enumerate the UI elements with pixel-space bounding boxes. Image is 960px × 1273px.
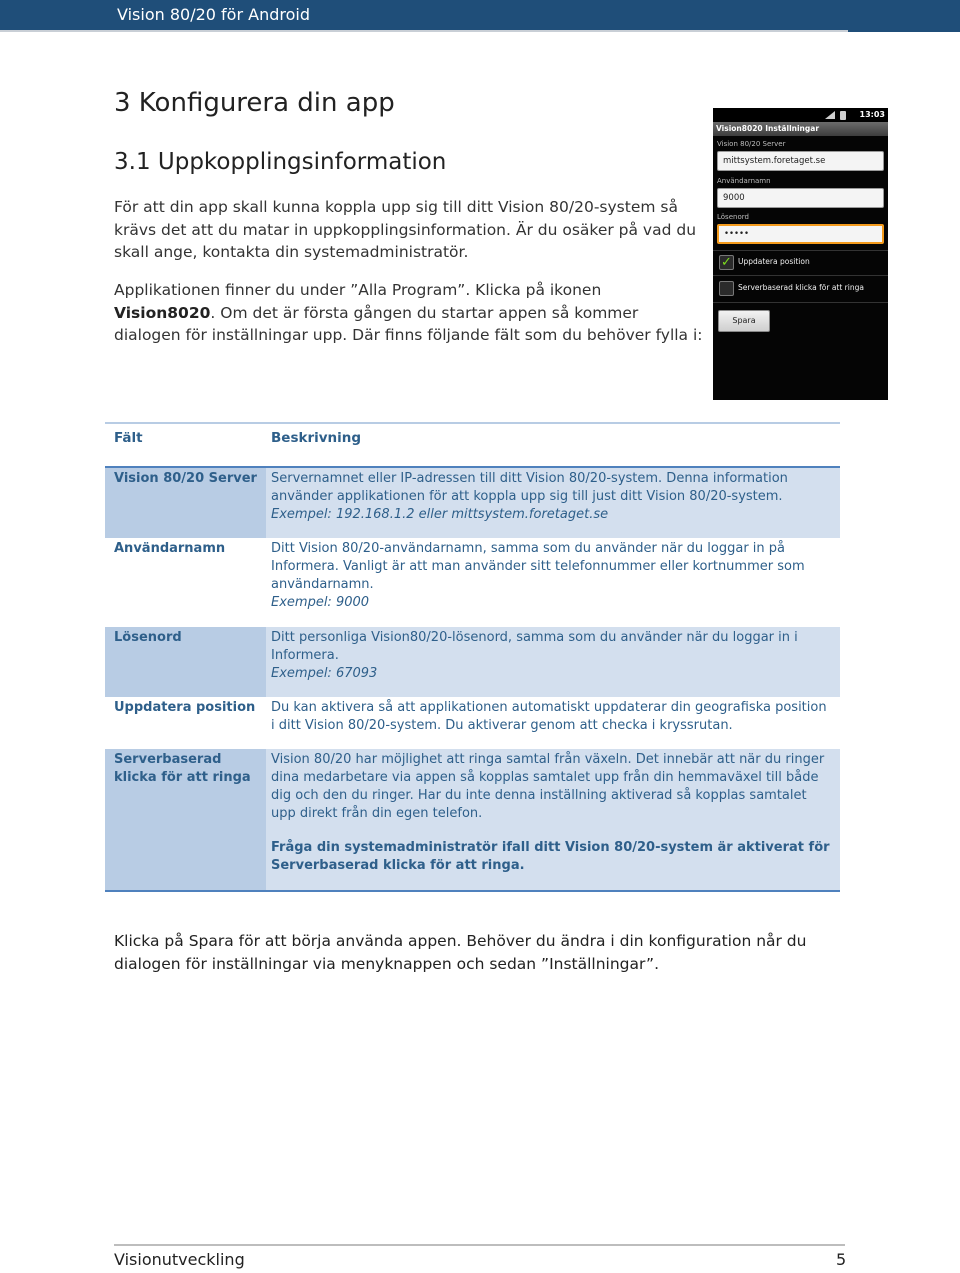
row-description-cell: [271, 470, 833, 524]
save-button[interactable]: Spara: [718, 310, 770, 332]
row-field: Lösenord: [105, 627, 266, 697]
phone-divider: [713, 275, 888, 276]
row-field: Användarnamn: [114, 541, 226, 556]
row-description-cell: [271, 699, 833, 735]
row-description-cell: [271, 751, 833, 875]
server-call-checkbox[interactable]: [719, 281, 734, 296]
phone-divider: [713, 302, 888, 303]
header-divider: [0, 30, 848, 32]
row-field: Vision 80/20 Server: [105, 468, 266, 538]
phone-status-bar: [713, 108, 888, 122]
battery-icon: [840, 111, 846, 120]
intro-paragraph-2: [114, 279, 704, 347]
footer-company: Visionutveckling: [114, 1250, 245, 1269]
row-description: Ditt Vision 80/20-användarnamn, samma som du använder när du loggar in på Informera. Vanligt är att man använder sitt telefonnummer eller kortnummer som användarnamn.: [271, 541, 805, 592]
outro-paragraph: Klicka på Spara för att börja använda appen. Behöver du ändra i din konfiguration når du dialogen för inställningar via menyknappen och sedan ”Inställningar”.: [114, 932, 807, 973]
intro-text-b: . Om det är första gången du startar appen så kommer dialogen för inställningar upp. Där finns följande fält som du behöver fylla i:: [114, 303, 703, 344]
update-position-label: Uppdatera position: [738, 257, 810, 266]
row-description: Vision 80/20 har möjlighet att ringa samtal från växeln. Det innebär att när du ringer dina medarbetare via appen så kopplas samtalet upp från din hemmaväxel till både dig och den du ringer. Har du inte denna inställning aktiverad så kopplas samtalet upp direkt från din egen telefon.: [271, 752, 825, 821]
row-example: Exempel: 67093: [271, 666, 378, 681]
server-label: Vision 80/20 Server: [717, 140, 786, 148]
row-note: Fråga din systemadministratör ifall ditt Vision 80/20-system är aktiverat för Serverbaserad klicka för att ringa.: [271, 840, 830, 873]
username-input[interactable]: 9000: [717, 188, 884, 208]
app-name: Vision8020: [114, 303, 211, 322]
table-row: [105, 538, 840, 627]
footer-divider: [114, 1244, 845, 1246]
subsection-heading: 3.1 Uppkopplingsinformation: [114, 149, 447, 175]
row-field: Uppdatera position: [114, 700, 256, 715]
table-row: [105, 749, 840, 890]
section-heading: 3 Konfigurera din app: [114, 88, 395, 118]
signal-icon: [825, 111, 835, 119]
row-description: Ditt personliga Vision80/20-lösenord, samma som du använder när du loggar in i Informera.: [271, 630, 798, 663]
table-row: [105, 468, 840, 538]
page-header: [0, 0, 960, 32]
update-position-row[interactable]: [717, 254, 884, 272]
table-bottom-border: [105, 890, 840, 892]
table-row: [105, 627, 840, 697]
password-label: Lösenord: [717, 213, 749, 221]
server-call-label: Serverbaserad klicka för att ringa: [738, 283, 864, 292]
row-description: Du kan aktivera så att applikationen automatiskt uppdaterar din geografiska position i ditt Vision 80/20-system. Du aktiverar genom att checka i kryssrutan.: [271, 700, 827, 733]
intro-paragraph-1: För att din app skall kunna koppla upp sig till ditt Vision 80/20-system så krävs det att du matar in uppkopplingsinformation. Är du osäker på vad du skall ange, kontakta din systemadministratör.: [114, 198, 697, 261]
phone-clock: 13:03: [859, 110, 885, 119]
row-description-cell: [271, 629, 833, 683]
table-row: [105, 697, 840, 749]
row-example: Exempel: 9000: [271, 595, 370, 610]
phone-divider: [713, 250, 888, 251]
table-header: [105, 426, 840, 456]
row-example: Exempel: 192.168.1.2 eller mittsystem.foretaget.se: [271, 507, 609, 522]
server-input[interactable]: mittsystem.foretaget.se: [717, 151, 884, 171]
row-description: Servernamnet eller IP-adressen till ditt Vision 80/20-system. Denna information använder applikationen för att koppla upp sig till just ditt Vision 80/20-system.: [271, 471, 788, 504]
row-field: Serverbaserad klicka för att ringa: [105, 749, 266, 890]
server-call-row[interactable]: [717, 280, 884, 298]
password-input[interactable]: •••••: [717, 224, 884, 244]
update-position-checkbox[interactable]: ✓: [719, 255, 734, 270]
row-description-cell: [271, 540, 833, 612]
header-field: Fält: [114, 430, 143, 446]
header-description: Beskrivning: [271, 430, 362, 446]
page-number: 5: [836, 1250, 847, 1269]
table-top-border: [105, 422, 840, 424]
username-label: Användarnamn: [717, 177, 771, 185]
intro-text-a: Applikationen finner du under ”Alla Program”. Klicka på ikonen: [114, 281, 602, 299]
header-title: Vision 80/20 för Android: [117, 5, 310, 24]
settings-title-bar: Vision8020 Inställningar: [713, 122, 888, 136]
phone-screenshot: [713, 108, 888, 400]
